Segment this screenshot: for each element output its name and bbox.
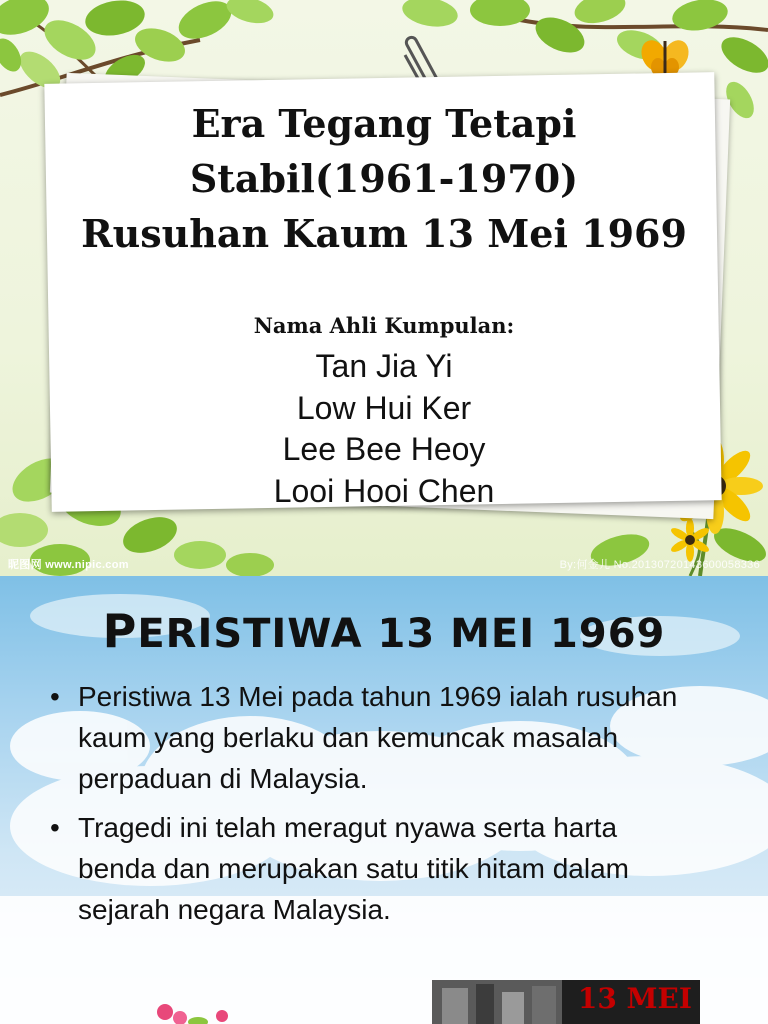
- title-part: P: [102, 604, 138, 658]
- title-line-2: Stabil(1961-1970): [189, 156, 579, 201]
- photo-label: 13 MEI: [577, 982, 692, 1015]
- bullet-list: [50, 676, 700, 938]
- bullet-item: [50, 807, 700, 930]
- slide-title: [0, 604, 768, 658]
- slide-title: [20, 96, 748, 261]
- member-name: Looi Hooi Chen: [273, 472, 495, 509]
- group-members-heading: Nama Ahli Kumpulan:: [253, 313, 515, 338]
- member-name: Lee Bee Heoy: [282, 431, 486, 467]
- title-line-3: Rusuhan Kaum 13 Mei 1969: [81, 211, 687, 256]
- title-part: ERISTIWA: [137, 611, 363, 657]
- title-part: EI: [490, 611, 536, 657]
- historical-photo: [432, 980, 700, 1024]
- member-list: [20, 346, 748, 512]
- title-part: 1969: [535, 611, 666, 657]
- bullet-symbol: •: [50, 681, 60, 712]
- bullet-text: Tragedi ini telah meragut nyawa serta harta benda dan merupakan satu titik hitam dalam sejarah negara Malaysia.: [78, 812, 629, 925]
- bullet-text: Peristiwa 13 Mei pada tahun 1969 ialah rusuhan kaum yang berlaku dan kemuncak masalah perpaduan di Malaysia.: [78, 681, 678, 794]
- member-name: Low Hui Ker: [296, 389, 472, 426]
- bullet-item: [50, 676, 700, 799]
- watermark-right: By:何金儿 No.20130720143600058336: [559, 559, 760, 571]
- content-slide: [0, 576, 768, 1024]
- watermark-left: 昵图网 www.nipic.com: [8, 559, 129, 571]
- member-name: Tan Jia Yi: [315, 348, 453, 384]
- title-part: 13 M: [362, 611, 491, 657]
- bullet-symbol: •: [50, 812, 60, 843]
- title-line-1: Era Tegang Tetapi: [191, 101, 577, 146]
